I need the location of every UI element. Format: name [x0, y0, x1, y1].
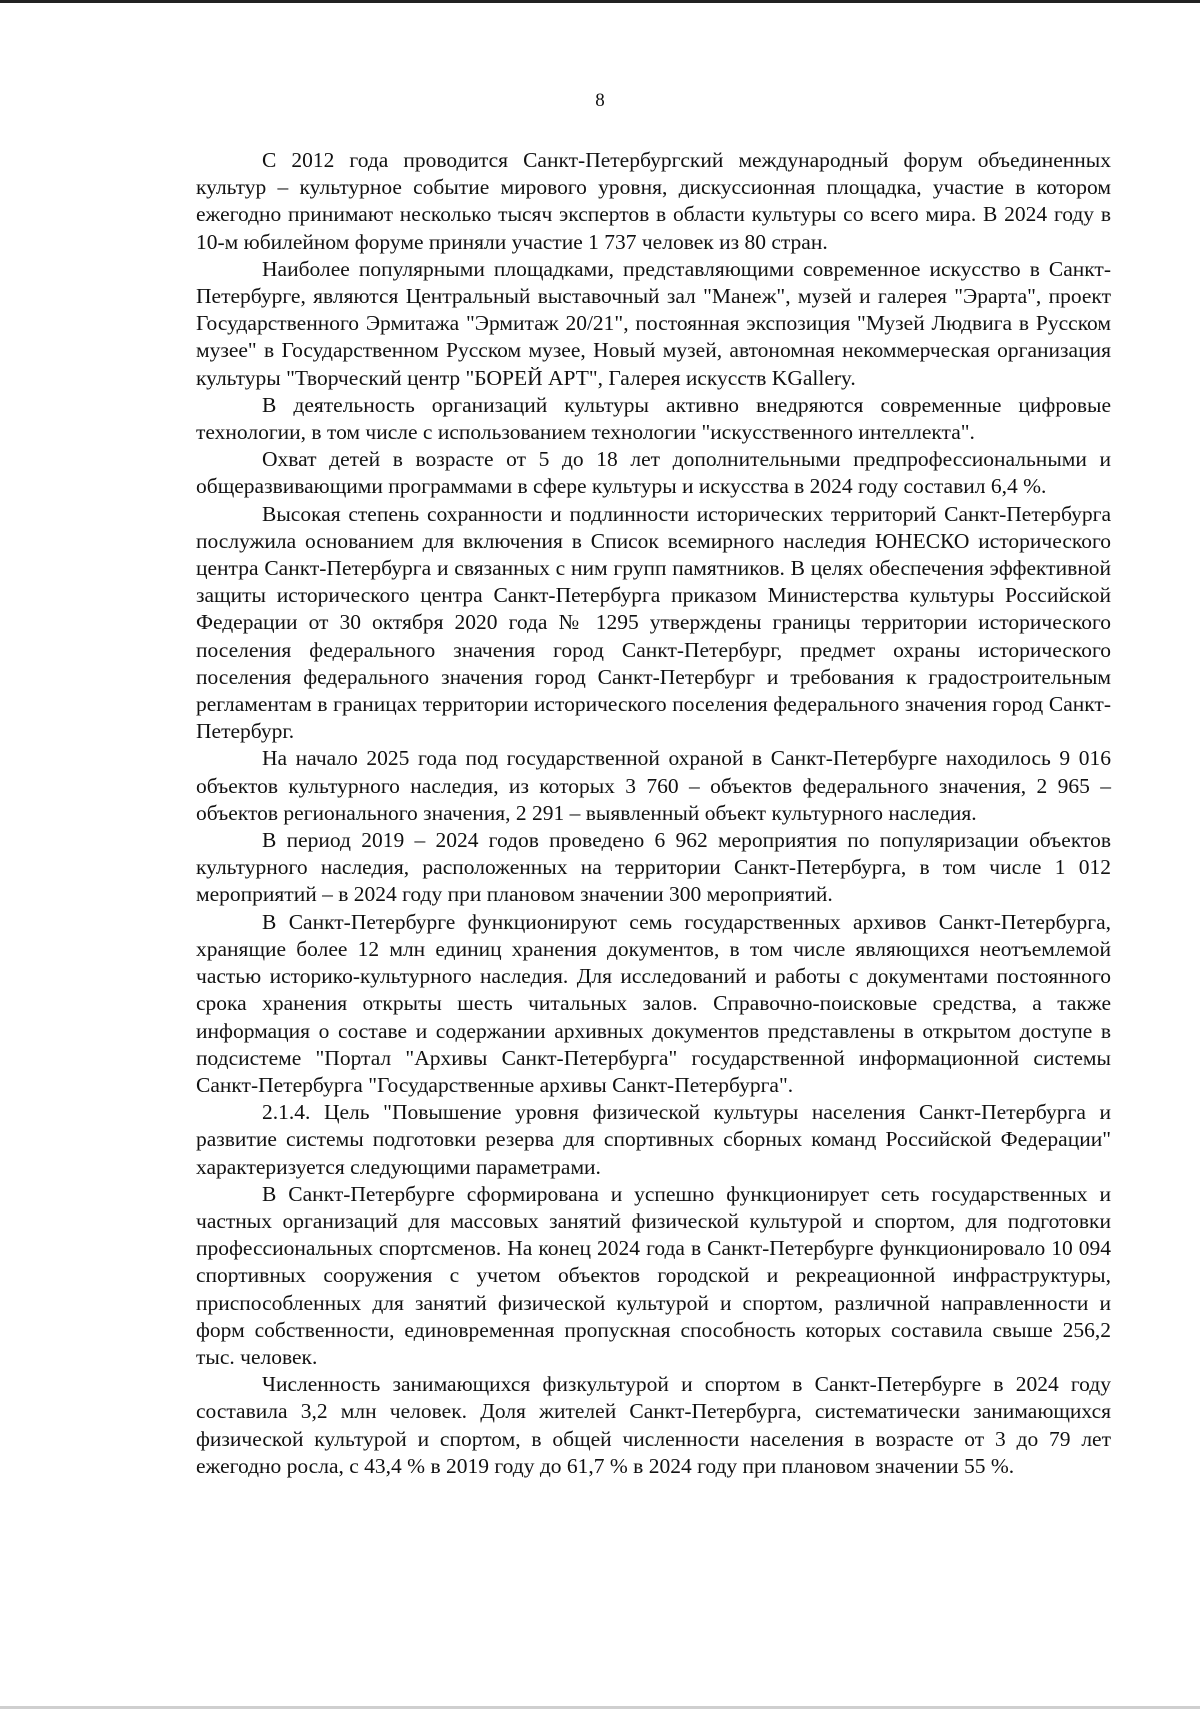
paragraph-contemporary-art-venues: Наиболее популярными площадками, представляющими современное искусство в Санкт-Петербурге, являются Центральный выставочный зал "Манеж", музей и галерея "Эрарта", проект Государственного Эрмитажа "Эрмитаж 20/21", постоянная экспозиция "Музей Людвига в Русском музее" в Государственном Русском музее, Новый музей, автономная некоммерческая организация культуры "Творческий центр "БОРЕЙ АРТ", Галерея искусств KGallery. [196, 256, 1111, 390]
page-number: 8 [595, 90, 605, 111]
paragraph-popularization-events: В период 2019 – 2024 годов проведено 6 962 мероприятия по популяризации объектов культурного наследия, расположенных на территории Санкт-Петербурга, в том числе 1 012 мероприятий – в 2024 году при плановом значении 300 мероприятий. [196, 828, 1111, 907]
paragraph-forum: С 2012 года проводится Санкт-Петербургский международный форум объединенных культур – культурное событие мирового уровня, дискуссионная площадка, участие в котором ежегодно принимают несколько тысяч экспертов в области культуры со всего мира. В 2024 году в 10-м юбилейном форуме приняли участие 1 737 человек из 80 стран. [196, 148, 1111, 254]
document-body [196, 147, 1111, 1480]
paragraph-sports-facilities: В Санкт-Петербурге сформирована и успешно функционирует сеть государственных и частных организаций для массовых занятий физической культурой и спортом, для подготовки профессиональных спортсменов. На конец 2024 года в Санкт-Петербурге функционировало 10 094 спортивных сооружения с учетом объектов городской и рекреационной инфраструктуры, приспособленных для занятий физической культурой и спортом, различной направленности и форм собственности, единовременная пропускная способность которых составила свыше 256,2 тыс. человек. [196, 1181, 1111, 1369]
paragraph-state-archives: В Санкт-Петербурге функционируют семь государственных архивов Санкт-Петербурга, хранящие более 12 млн единиц хранения документов, в том числе являющихся неотъемлемой частью историко-культурного наследия. Для исследований и работы с документами постоянного срока хранения открыты шесть читальных залов. Справочно-поисковые средства, а также информация о составе и содержании архивных документов представлены в открытом доступе в подсистеме "Портал "Архивы Санкт-Петербурга" государственной информационной системы Санкт-Петербурга "Государственные архивы Санкт-Петербурга". [196, 909, 1111, 1097]
paragraph-goal-2-1-4: 2.1.4. Цель "Повышение уровня физической культуры населения Санкт-Петербурга и развитие системы подготовки резерва для спортивных сборных команд Российской Федерации" характеризуется следующими параметрами. [196, 1100, 1111, 1179]
scan-edge-top [0, 0, 1200, 3]
paragraph-sports-participation: Численность занимающихся физкультурой и спортом в Санкт-Петербурге в 2024 году составила 3,2 млн человек. Доля жителей Санкт-Петербурга, систематически занимающихся физической культурой и спортом, в общей численности населения в возрасте от 3 до 79 лет ежегодно росла, с 43,4 % в 2019 году до 61,7 % в 2024 году при плановом значении 55 %. [196, 1372, 1111, 1478]
paragraph-protected-objects: На начало 2025 года под государственной охраной в Санкт-Петербурге находилось 9 016 объектов культурного наследия, из которых 3 760 – объектов федерального значения, 2 965 – объектов регионального значения, 2 291 – выявленный объект культурного наследия. [196, 746, 1111, 825]
paragraph-children-coverage: Охват детей в возрасте от 5 до 18 лет дополнительными предпрофессиональными и общеразвивающими программами в сфере культуры и искусства в 2024 году составил 6,4 %. [196, 447, 1111, 499]
paragraph-digital-technologies: В деятельность организаций культуры активно внедряются современные цифровые технологии, в том числе с использованием технологии "искусственного интеллекта". [196, 392, 1111, 445]
paragraph-unesco-heritage: Высокая степень сохранности и подлинности исторических территорий Санкт-Петербурга послужила основанием для включения в Список всемирного наследия ЮНЕСКО исторического центра Санкт-Петербурга и связанных с ним групп памятников. В целях обеспечения эффективной защиты исторического центра Санкт-Петербурга приказом Министерства культуры Российской Федерации от 30 октября 2020 года № 1295 утверждены границы территории исторического поселения федерального значения город Санкт-Петербург, предмет охраны исторического поселения федерального значения город Санкт-Петербург и требования к градостроительным регламентам в границах территории исторического поселения федерального значения город Санкт-Петербург. [196, 501, 1111, 744]
